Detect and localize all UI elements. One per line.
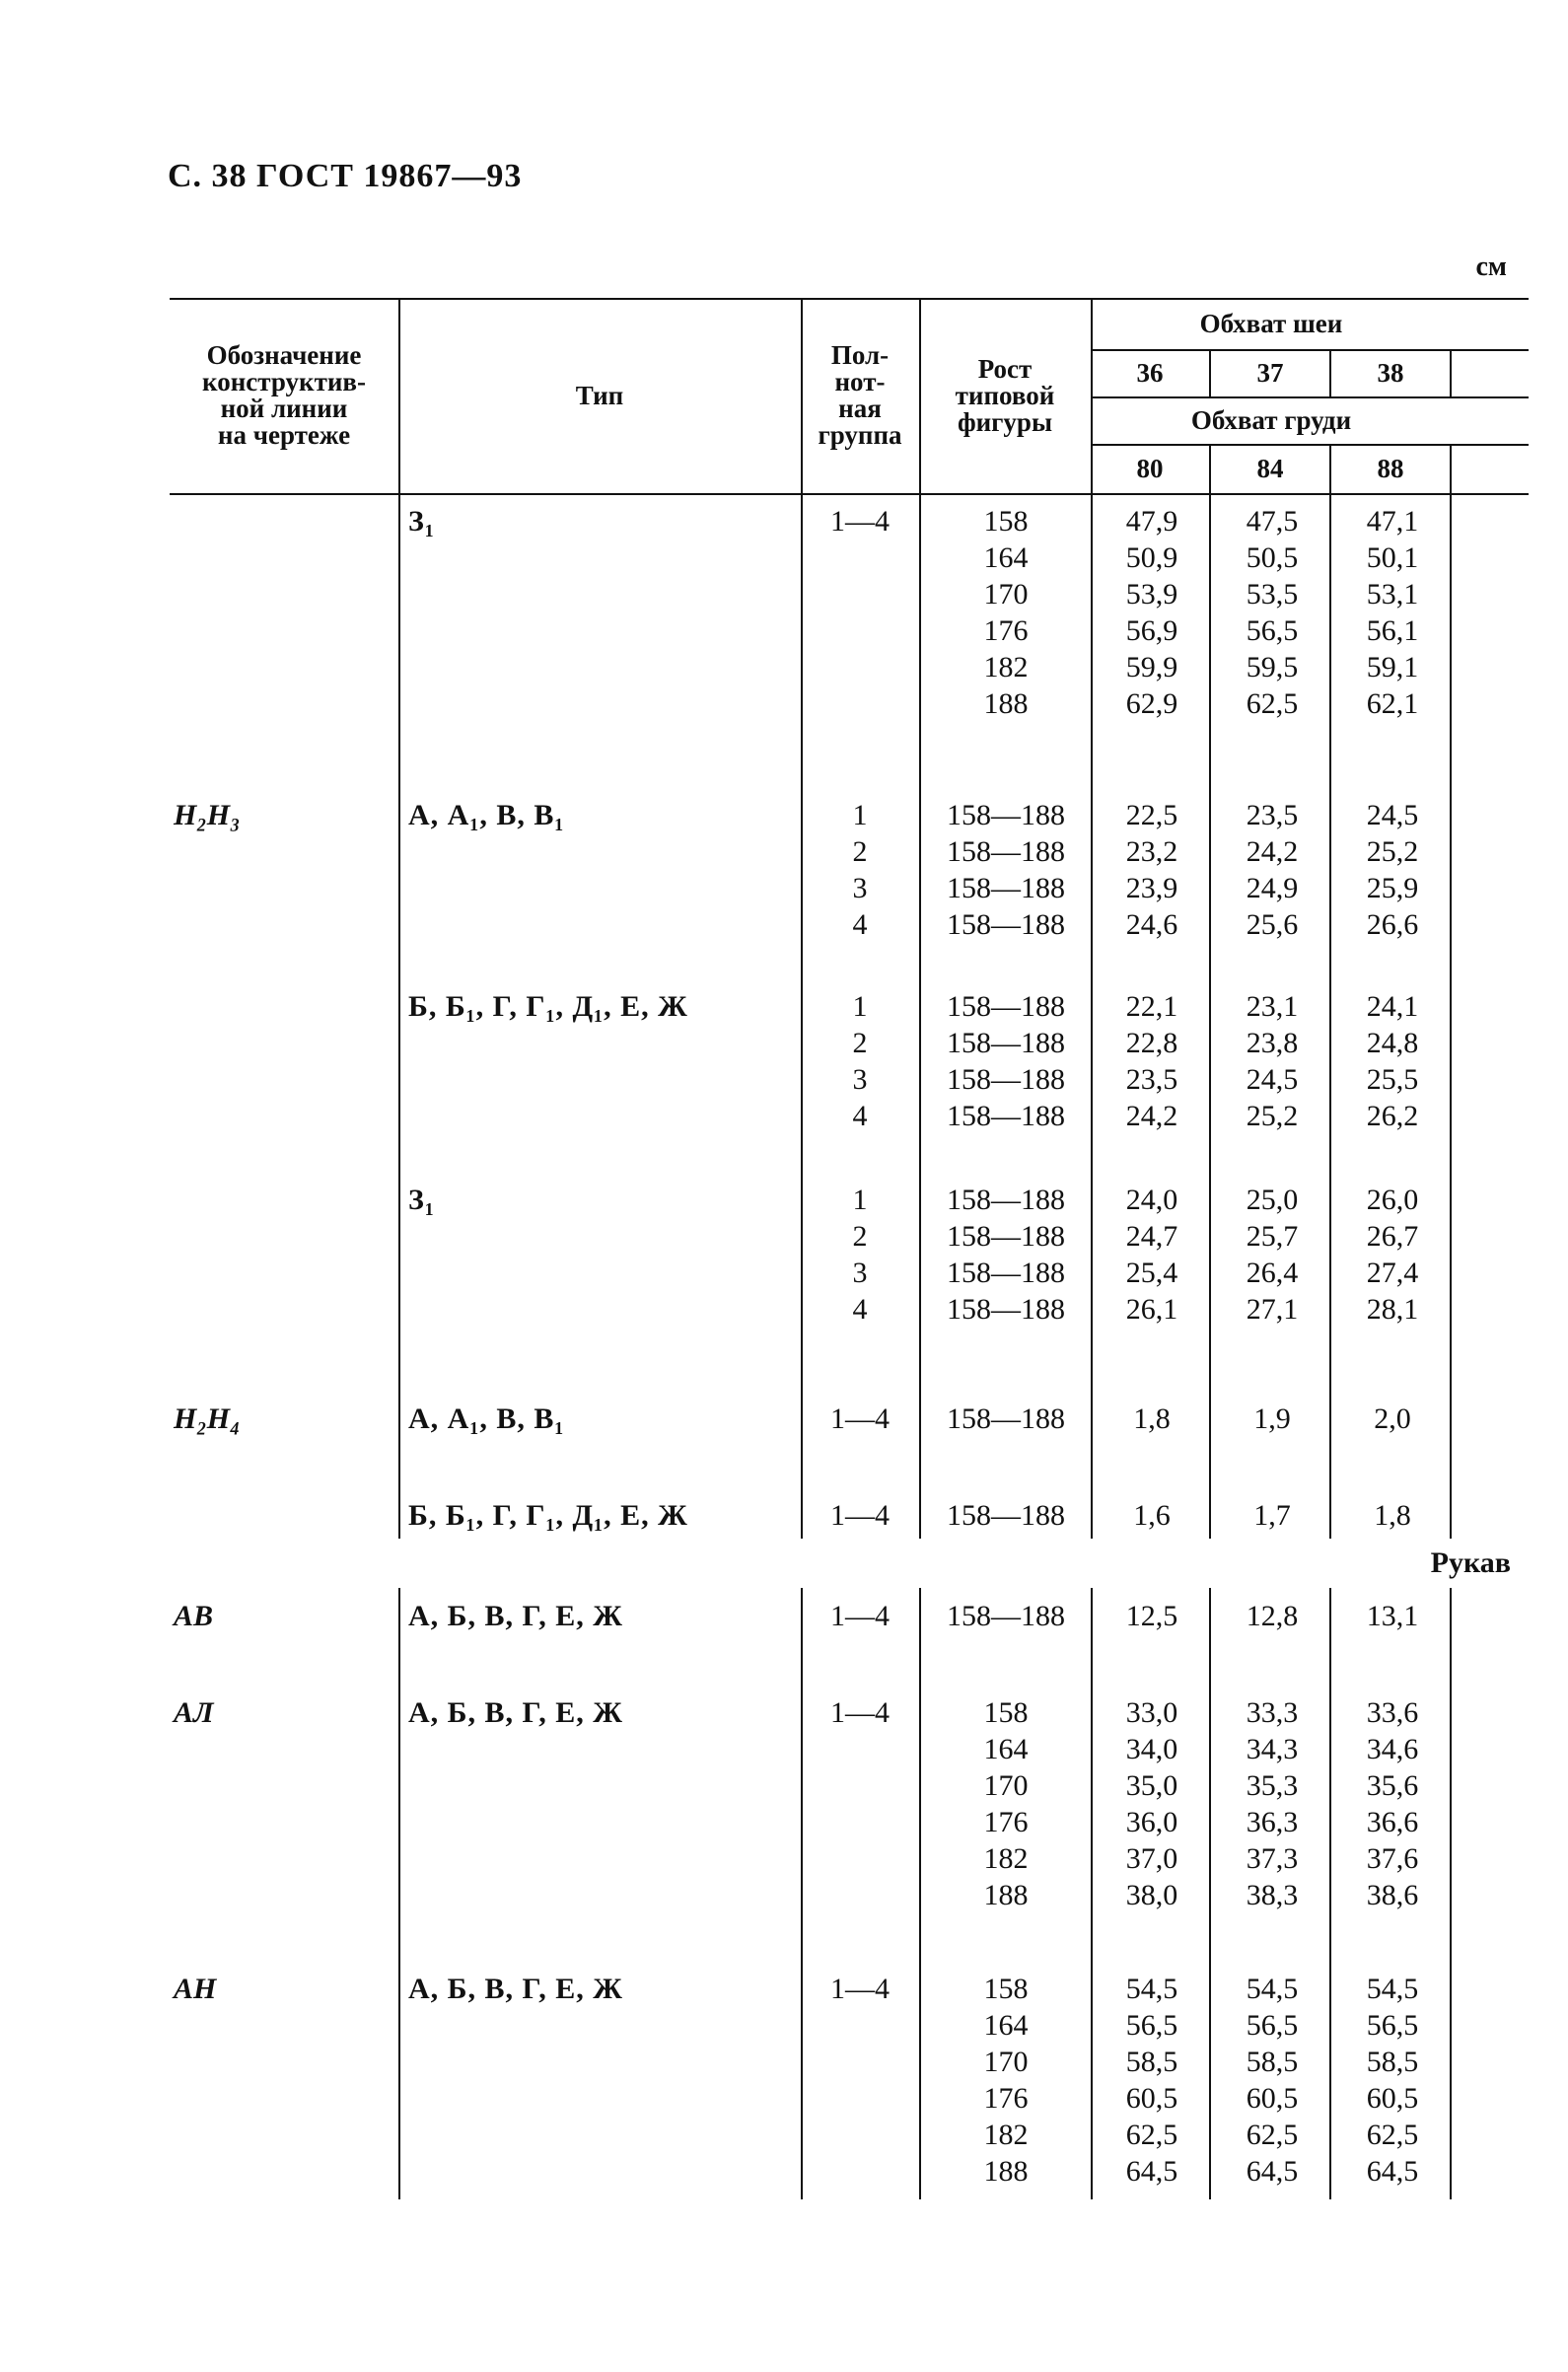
table-cell: 24,9 (1246, 872, 1299, 904)
table-cell: 158—188 (947, 908, 1065, 941)
value-cell (1093, 1598, 1211, 1634)
table-cell: 62,5 (1125, 2119, 1178, 2151)
table-cell: 25,9 (1366, 872, 1419, 904)
table-cell: 158—188 (947, 990, 1065, 1023)
table-cell: А, А₁, В, В₁ (408, 799, 565, 831)
table-cell: 58,5 (1246, 2046, 1299, 2078)
table-cell: 60,5 (1366, 2082, 1419, 2115)
table-cell: 37,6 (1366, 1842, 1419, 1875)
table-cell: 182 (983, 1842, 1029, 1875)
table-cell: 1 (852, 799, 868, 831)
table-cell: АН (174, 1973, 217, 2005)
table-cell: 158—188 (947, 799, 1065, 831)
page-header: С. 38 ГОСТ 19867—93 (168, 158, 523, 194)
table-cell: 54,5 (1246, 1973, 1299, 2005)
table-cell: 158—188 (947, 1184, 1065, 1216)
table-cell: 4 (852, 1100, 868, 1132)
type-cell (408, 503, 435, 539)
value-cell (1093, 1971, 1211, 2190)
table-cell: 25,2 (1366, 835, 1419, 868)
table-cell: 158—188 (947, 1220, 1065, 1253)
group-cell (801, 1971, 919, 2007)
table-cell: 2,0 (1374, 1402, 1411, 1435)
height-cell (927, 503, 1085, 722)
value-cell (1213, 988, 1331, 1134)
table-cell: АЛ (174, 1696, 214, 1729)
table-cell: 24,5 (1246, 1063, 1299, 1096)
table-cell: 170 (983, 578, 1029, 611)
table-cell: 62,1 (1366, 687, 1419, 720)
table-cell: 26,0 (1366, 1184, 1419, 1216)
type-cell (408, 1971, 623, 2007)
value-cell (1213, 1401, 1331, 1437)
header-neck-text: Обхват шеи (1199, 308, 1343, 338)
type-cell (408, 988, 688, 1025)
table-cell: 35,0 (1125, 1769, 1178, 1802)
table-cell: 25,4 (1125, 1257, 1178, 1289)
table-cell: 54,5 (1366, 1973, 1419, 2005)
table-cell: 1,6 (1133, 1499, 1171, 1532)
header-height-text: Рост типовой фигуры (955, 353, 1055, 437)
header-neck-value: 36 (1136, 357, 1164, 388)
table-cell: 34,6 (1366, 1733, 1419, 1765)
table-cell: 23,9 (1125, 872, 1178, 904)
table-cell: 170 (983, 1769, 1029, 1802)
table-cell: 27,1 (1246, 1293, 1299, 1326)
section-label-sleeve: Рукав (1430, 1546, 1511, 1579)
height-cell (927, 1694, 1085, 1913)
table-cell: 170 (983, 2046, 1029, 2078)
table-cell: Б, Б₁, Г, Г₁, Д₁, Е, Ж (408, 1499, 688, 1532)
table-cell: 59,1 (1366, 651, 1419, 683)
value-cell (1093, 503, 1211, 722)
value-cell (1333, 1598, 1452, 1634)
height-cell (927, 1598, 1085, 1634)
table-cell: 24,8 (1366, 1027, 1419, 1059)
value-cell (1213, 797, 1331, 943)
table-cell: 33,6 (1366, 1696, 1419, 1729)
value-cell (1333, 1401, 1452, 1437)
value-cell (1093, 1497, 1211, 1534)
table-cell: 158—188 (947, 1257, 1065, 1289)
table-cell: АВ (174, 1600, 214, 1632)
table-cell: 34,3 (1246, 1733, 1299, 1765)
header-bottom-rule (170, 493, 1529, 495)
table-cell: 1,9 (1253, 1402, 1291, 1435)
table-cell: 1 (852, 1184, 868, 1216)
header-neck (1091, 298, 1452, 349)
designation-cell (174, 797, 241, 833)
table-cell: 158—188 (947, 872, 1065, 904)
table-cell: 23,1 (1246, 990, 1299, 1023)
table-cell: 23,8 (1246, 1027, 1299, 1059)
table-cell: 22,1 (1125, 990, 1178, 1023)
table-cell: 25,5 (1366, 1063, 1419, 1096)
table-cell: 2 (852, 835, 868, 868)
header-neck-value: 37 (1256, 357, 1284, 388)
table-cell: 1—4 (830, 1499, 890, 1532)
table-cell: 24,2 (1125, 1100, 1178, 1132)
table-cell: 1—4 (830, 1402, 890, 1435)
table-cell: 4 (852, 908, 868, 941)
table-cell: 36,0 (1125, 1806, 1178, 1838)
header-type (398, 298, 801, 493)
table-cell: 33,0 (1125, 1696, 1178, 1729)
table-cell: 176 (983, 614, 1029, 647)
table-cell: 22,5 (1125, 799, 1178, 831)
body-divider (398, 1588, 400, 2199)
type-cell (408, 1182, 435, 1218)
header-divider (1450, 349, 1452, 396)
group-cell (801, 797, 919, 943)
value-cell (1213, 503, 1331, 722)
table-cell: А, Б, В, Г, Е, Ж (408, 1600, 623, 1632)
header-designation-text: Обозначение конструктив- ной линии на чертеже (202, 340, 366, 450)
group-cell (801, 1182, 919, 1328)
table-cell: 158 (983, 1696, 1029, 1729)
body-divider (801, 1588, 803, 2199)
table-cell: 60,5 (1125, 2082, 1178, 2115)
table-cell: 12,5 (1125, 1600, 1178, 1632)
table-cell: Н₂Н₄ (174, 1402, 241, 1435)
table-cell: З₁ (408, 505, 435, 538)
table-cell: 158 (983, 1973, 1029, 2005)
table-cell: 24,6 (1125, 908, 1178, 941)
table-cell: 53,9 (1125, 578, 1178, 611)
table-cell: 12,8 (1246, 1600, 1299, 1632)
table-cell: 164 (983, 1733, 1029, 1765)
table-cell: 27,4 (1366, 1257, 1419, 1289)
table-cell: 164 (983, 541, 1029, 574)
table-cell: 26,7 (1366, 1220, 1419, 1253)
table-cell: 158—188 (947, 1499, 1065, 1532)
table-cell: 47,9 (1125, 505, 1178, 538)
table-cell: 25,0 (1246, 1184, 1299, 1216)
table-cell: 56,5 (1125, 2009, 1178, 2042)
table-cell: 56,5 (1246, 614, 1299, 647)
value-cell (1093, 797, 1211, 943)
height-cell (927, 1971, 1085, 2190)
table-cell: 188 (983, 2155, 1029, 2188)
table-cell: 35,3 (1246, 1769, 1299, 1802)
header-chest-value: 88 (1377, 453, 1404, 483)
table-cell: А, Б, В, Г, Е, Ж (408, 1696, 623, 1729)
table-cell: 1 (852, 990, 868, 1023)
type-cell (408, 797, 564, 833)
header-divider (1450, 444, 1452, 493)
header-type-text: Тип (575, 380, 624, 410)
type-cell (408, 1497, 688, 1534)
value-cell (1093, 988, 1211, 1134)
table-cell: 33,3 (1246, 1696, 1299, 1729)
table-cell: 188 (983, 1879, 1029, 1911)
header-group (801, 298, 919, 493)
height-cell (927, 988, 1085, 1134)
table-cell: 64,5 (1366, 2155, 1419, 2188)
table-cell: 24,0 (1125, 1184, 1178, 1216)
table-cell: 62,5 (1366, 2119, 1419, 2151)
value-cell (1093, 1401, 1211, 1437)
table-cell: 22,8 (1125, 1027, 1178, 1059)
table-cell: А, Б, В, Г, Е, Ж (408, 1973, 623, 2005)
table-cell: 56,5 (1366, 2009, 1419, 2042)
table-cell: 26,6 (1366, 908, 1419, 941)
value-cell (1093, 1694, 1211, 1913)
table-cell: 56,5 (1246, 2009, 1299, 2042)
table-cell: Б, Б₁, Г, Г₁, Д₁, Е, Ж (408, 990, 688, 1023)
table-cell: 58,5 (1366, 2046, 1419, 2078)
table-cell: 50,5 (1246, 541, 1299, 574)
header-chest-text: Обхват груди (1190, 404, 1352, 435)
table-cell: 3 (852, 1257, 868, 1289)
body-divider (919, 493, 921, 1539)
height-cell (927, 1497, 1085, 1534)
table-cell: 1—4 (830, 1973, 890, 2005)
value-cell (1213, 1182, 1331, 1328)
table-cell: 1,8 (1133, 1402, 1171, 1435)
table-cell: 34,0 (1125, 1733, 1178, 1765)
table-cell: 158—188 (947, 1600, 1065, 1632)
value-cell (1213, 1497, 1331, 1534)
table-cell: 56,9 (1125, 614, 1178, 647)
table-cell: 158—188 (947, 1402, 1065, 1435)
table-cell: 37,3 (1246, 1842, 1299, 1875)
table-cell: 158—188 (947, 1063, 1065, 1096)
table-cell: 28,1 (1366, 1293, 1419, 1326)
value-cell (1333, 503, 1452, 722)
table-cell: 158—188 (947, 835, 1065, 868)
group-cell (801, 1694, 919, 1731)
table-cell: 47,1 (1366, 505, 1419, 538)
value-cell (1333, 1694, 1452, 1913)
table-cell: 2 (852, 1027, 868, 1059)
header-chest-value: 80 (1136, 453, 1164, 483)
table-cell: З₁ (408, 1184, 435, 1216)
header-neck-value: 38 (1377, 357, 1404, 388)
table-cell: 36,3 (1246, 1806, 1299, 1838)
group-cell (801, 988, 919, 1134)
table-cell: 36,6 (1366, 1806, 1419, 1838)
table-cell: Н₂Н₃ (174, 799, 241, 831)
table-cell: А, А₁, В, В₁ (408, 1402, 565, 1435)
header-height (919, 298, 1091, 493)
table-cell: 56,1 (1366, 614, 1419, 647)
table-cell: 3 (852, 872, 868, 904)
table-cell: 24,2 (1246, 835, 1299, 868)
table-cell: 2 (852, 1220, 868, 1253)
value-cell (1333, 1497, 1452, 1534)
table-cell: 13,1 (1366, 1600, 1419, 1632)
table-cell: 47,5 (1246, 505, 1299, 538)
table-cell: 35,6 (1366, 1769, 1419, 1802)
header-designation (170, 298, 398, 493)
table-cell: 1,8 (1374, 1499, 1411, 1532)
table-cell: 164 (983, 2009, 1029, 2042)
table-cell: 158 (983, 505, 1029, 538)
table-cell: 4 (852, 1293, 868, 1326)
table-cell: 62,9 (1125, 687, 1178, 720)
unit-label: см (1475, 252, 1507, 282)
table-cell: 26,4 (1246, 1257, 1299, 1289)
table-cell: 25,2 (1246, 1100, 1299, 1132)
table-cell: 23,2 (1125, 835, 1178, 868)
table-cell: 23,5 (1125, 1063, 1178, 1096)
table-cell: 59,9 (1125, 651, 1178, 683)
height-cell (927, 797, 1085, 943)
type-cell (408, 1694, 623, 1731)
table-cell: 60,5 (1246, 2082, 1299, 2115)
table-cell: 37,0 (1125, 1842, 1178, 1875)
value-cell (1093, 1182, 1211, 1328)
table-cell: 24,7 (1125, 1220, 1178, 1253)
group-cell (801, 1497, 919, 1534)
table-cell: 38,3 (1246, 1879, 1299, 1911)
table-cell: 53,5 (1246, 578, 1299, 611)
table-cell: 158—188 (947, 1293, 1065, 1326)
table-cell: 25,6 (1246, 908, 1299, 941)
designation-cell (174, 1401, 241, 1437)
table-cell: 176 (983, 2082, 1029, 2115)
body-divider (919, 1588, 921, 2199)
table-cell: 24,5 (1366, 799, 1419, 831)
table-cell: 64,5 (1125, 2155, 1178, 2188)
table-cell: 64,5 (1246, 2155, 1299, 2188)
value-cell (1213, 1598, 1331, 1634)
table-cell: 1—4 (830, 505, 890, 538)
value-cell (1333, 988, 1452, 1134)
table-cell: 182 (983, 651, 1029, 683)
table-cell: 158—188 (947, 1027, 1065, 1059)
table-cell: 24,1 (1366, 990, 1419, 1023)
table-cell: 53,1 (1366, 578, 1419, 611)
value-cell (1333, 797, 1452, 943)
table-cell: 26,2 (1366, 1100, 1419, 1132)
table-cell: 50,9 (1125, 541, 1178, 574)
designation-cell (174, 1694, 214, 1731)
table-cell: 54,5 (1125, 1973, 1178, 2005)
header-chest (1091, 396, 1452, 444)
table-cell: 38,0 (1125, 1879, 1178, 1911)
table-cell: 59,5 (1246, 651, 1299, 683)
group-cell (801, 1598, 919, 1634)
table-cell: 1,7 (1253, 1499, 1291, 1532)
table-cell: 188 (983, 687, 1029, 720)
header-chest-value: 84 (1256, 453, 1284, 483)
table-cell: 62,5 (1246, 2119, 1299, 2151)
type-cell (408, 1598, 623, 1634)
header-group-text: Пол- нот- ная группа (818, 340, 902, 450)
table-cell: 38,6 (1366, 1879, 1419, 1911)
table-cell: 25,7 (1246, 1220, 1299, 1253)
group-cell (801, 503, 919, 539)
table-cell: 3 (852, 1063, 868, 1096)
designation-cell (174, 1971, 216, 2007)
table-cell: 62,5 (1246, 687, 1299, 720)
height-cell (927, 1401, 1085, 1437)
table-cell: 23,5 (1246, 799, 1299, 831)
group-cell (801, 1401, 919, 1437)
table-cell: 50,1 (1366, 541, 1419, 574)
height-cell (927, 1182, 1085, 1328)
table-cell: 1—4 (830, 1696, 890, 1729)
value-cell (1213, 1971, 1331, 2190)
table-cell: 58,5 (1125, 2046, 1178, 2078)
table-cell: 182 (983, 2119, 1029, 2151)
value-cell (1213, 1694, 1331, 1913)
table-cell: 26,1 (1125, 1293, 1178, 1326)
body-divider (398, 493, 400, 1539)
table-cell: 176 (983, 1806, 1029, 1838)
designation-cell (174, 1598, 213, 1634)
table-cell: 1—4 (830, 1600, 890, 1632)
value-cell (1333, 1971, 1452, 2190)
value-cell (1333, 1182, 1452, 1328)
type-cell (408, 1401, 564, 1437)
table-cell: 158—188 (947, 1100, 1065, 1132)
